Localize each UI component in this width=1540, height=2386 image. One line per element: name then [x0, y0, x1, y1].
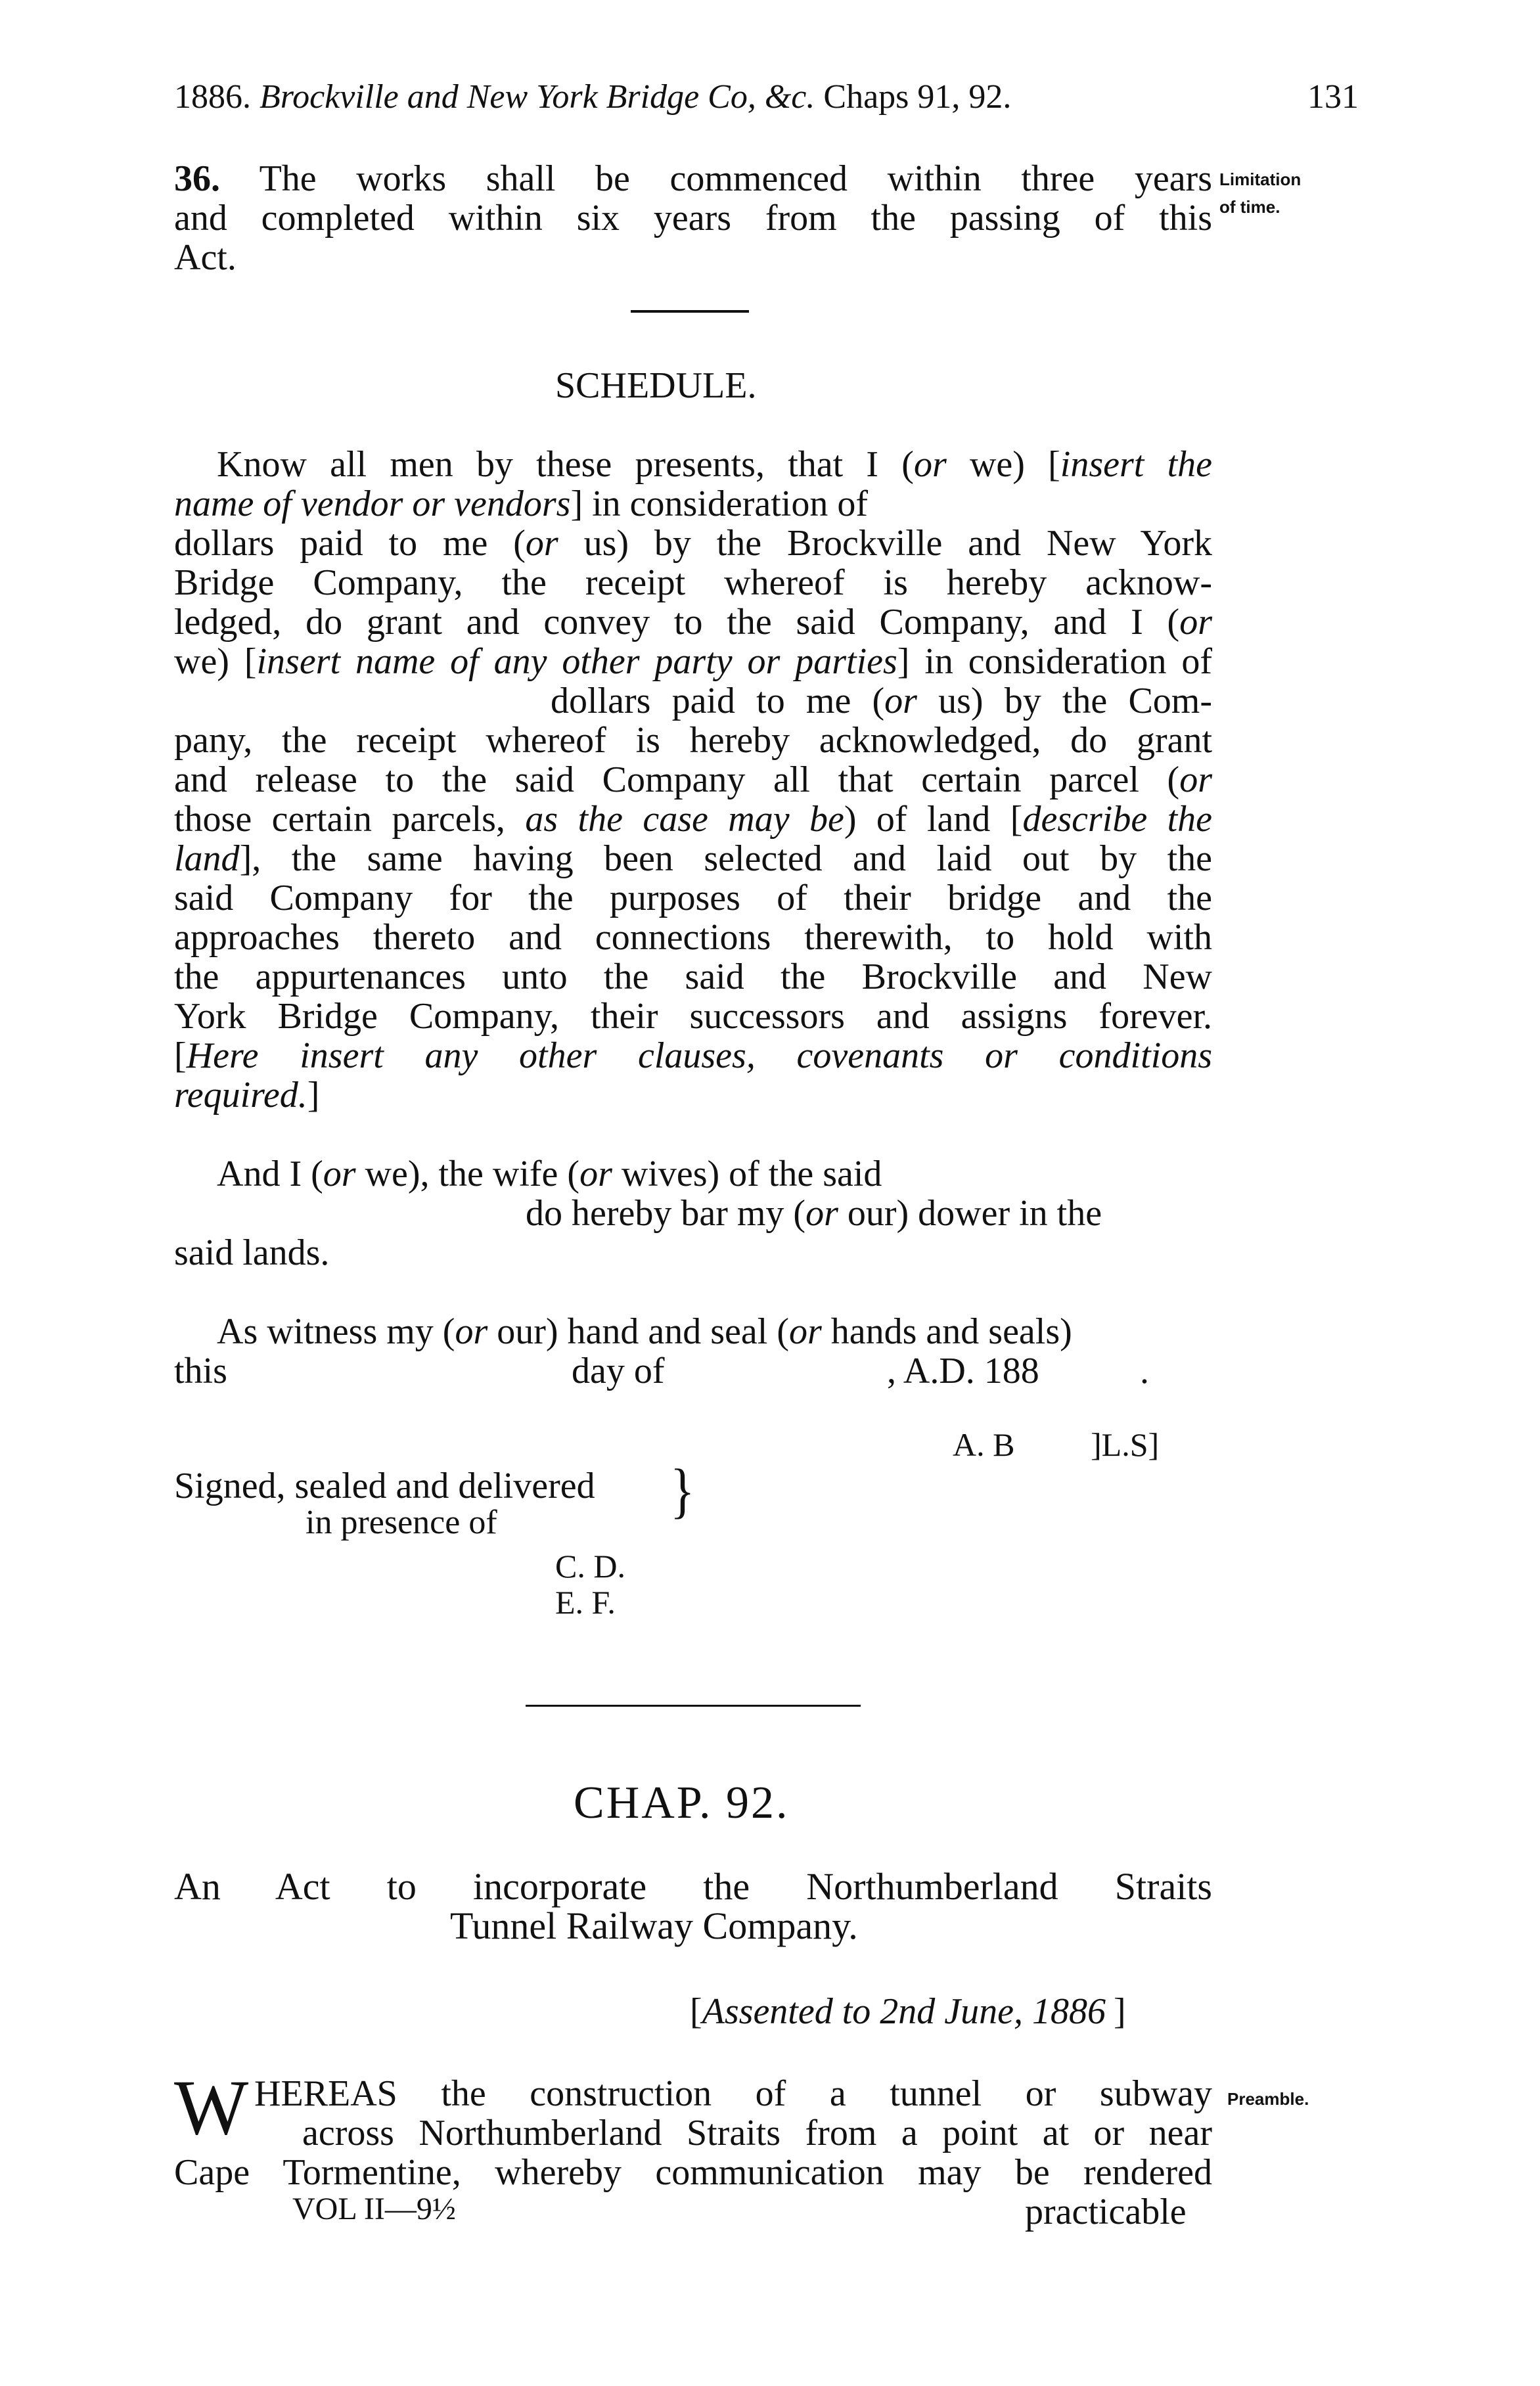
schedule-heading: SCHEDULE.: [555, 365, 757, 406]
schedule-line-12: said Company for the purposes of their bridge and the: [174, 878, 1212, 918]
schedule-line-16: [Here insert any other clauses, covenants or conditions: [174, 1035, 1212, 1076]
schedule-line-15: York Bridge Company, their successors and assigns forever.: [174, 996, 1212, 1037]
preamble-line-3: Cape Tormentine, whereby communication may be rendered: [174, 2152, 1212, 2193]
drop-cap: W: [174, 2063, 249, 2151]
section-36-line-1: [174, 158, 1212, 200]
schedule-line-9: and release to the said Company all that certain parcel (or: [174, 759, 1212, 800]
chapter-heading: CHAP. 92.: [574, 1778, 790, 1828]
catchword: practicable: [1025, 2192, 1187, 2232]
schedule-line-7: dollars paid to me (or us) by the Com-: [551, 681, 1212, 721]
witness-day-of: day of: [572, 1351, 665, 1391]
schedule-line-3: dollars paid to me (or us) by the Brockville and New York: [174, 523, 1212, 564]
header-year: 1886.: [174, 78, 251, 116]
brace-mark: }: [670, 1456, 695, 1525]
dower-line-3: said lands.: [174, 1232, 330, 1273]
witness-line-1: As witness my (or our) hand and seal (or hands and seals): [217, 1311, 1072, 1352]
witness-this: this: [174, 1351, 227, 1391]
schedule-line-4: Bridge Company, the receipt whereof is hereby acknow-: [174, 562, 1212, 603]
page-number: 131: [1307, 78, 1359, 116]
margin-note-of-time: of time.: [1219, 197, 1280, 217]
assent-text: Assented to 2nd June, 1886: [702, 1991, 1106, 2032]
preamble-line-2: across Northumberland Straits from a point at or near: [302, 2113, 1212, 2153]
schedule-line-6: we) [insert name of any other party or parties] in consideration of: [174, 641, 1212, 682]
section-36-line-3: Act.: [174, 237, 237, 278]
header-title: Brockville and New York Bridge Co, &c.: [260, 78, 815, 116]
schedule-line-14: the appurtenances unto the said the Brockville and New: [174, 957, 1212, 997]
divider-rule-long: [526, 1705, 861, 1707]
schedule-line-8: pany, the receipt whereof is hereby acknowledged, do grant: [174, 720, 1212, 761]
schedule-line-11: land], the same having been selected and laid out by the: [174, 838, 1212, 879]
preamble-line-1: HEREAS the construction of a tunnel or subway: [254, 2073, 1212, 2114]
dower-line-2: do hereby bar my (or our) dower in the: [526, 1193, 1102, 1234]
section-36-line-2: and completed within six years from the passing of this: [174, 198, 1212, 238]
schedule-line-13: approaches thereto and connections therewith, to hold with: [174, 917, 1212, 958]
assent-date: [Assented to 2nd June, 1886 ]: [690, 1991, 1126, 2032]
chapter-title-line-1: An Act to incorporate the Northumberland Straits: [174, 1865, 1212, 1908]
section-36-text-1: The works shall be commenced within three years: [259, 158, 1212, 199]
seal-mark: ]L.S]: [1091, 1426, 1160, 1463]
schedule-line-17: required.]: [174, 1075, 320, 1115]
margin-note-preamble: Preamble.: [1227, 2089, 1309, 2109]
chapter-title-line-2: Tunnel Railway Company.: [450, 1904, 858, 1947]
schedule-line-5: ledged, do grant and convey to the said Company, and I (or: [174, 602, 1212, 642]
schedule-line-1: Know all men by these presents, that I (or we) [insert the: [217, 444, 1212, 485]
running-header: [174, 78, 1011, 116]
footer-signature: VOL II—9½: [292, 2192, 456, 2226]
presence-line: in presence of: [306, 1504, 497, 1541]
dower-line-1: And I (or we), the wife (or wives) of the said: [217, 1154, 882, 1194]
header-chapters: Chaps 91, 92.: [823, 78, 1012, 116]
divider-rule-short: [631, 310, 749, 313]
section-number: 36.: [174, 158, 220, 199]
signed-sealed-line: Signed, sealed and delivered: [174, 1466, 595, 1506]
witness-ef: E. F.: [555, 1584, 616, 1621]
schedule-line-2: name of vendor or vendors] in consideration of: [174, 484, 868, 524]
schedule-line-10: those certain parcels, as the case may be) of land [describe the: [174, 799, 1213, 840]
witness-ad: , A.D. 188: [887, 1351, 1039, 1391]
margin-note-limitation: Limitation: [1219, 169, 1302, 189]
witness-ad-dot: .: [1140, 1351, 1149, 1391]
signatory-initials: A. B: [953, 1426, 1015, 1463]
witness-cd: C. D.: [555, 1548, 625, 1585]
